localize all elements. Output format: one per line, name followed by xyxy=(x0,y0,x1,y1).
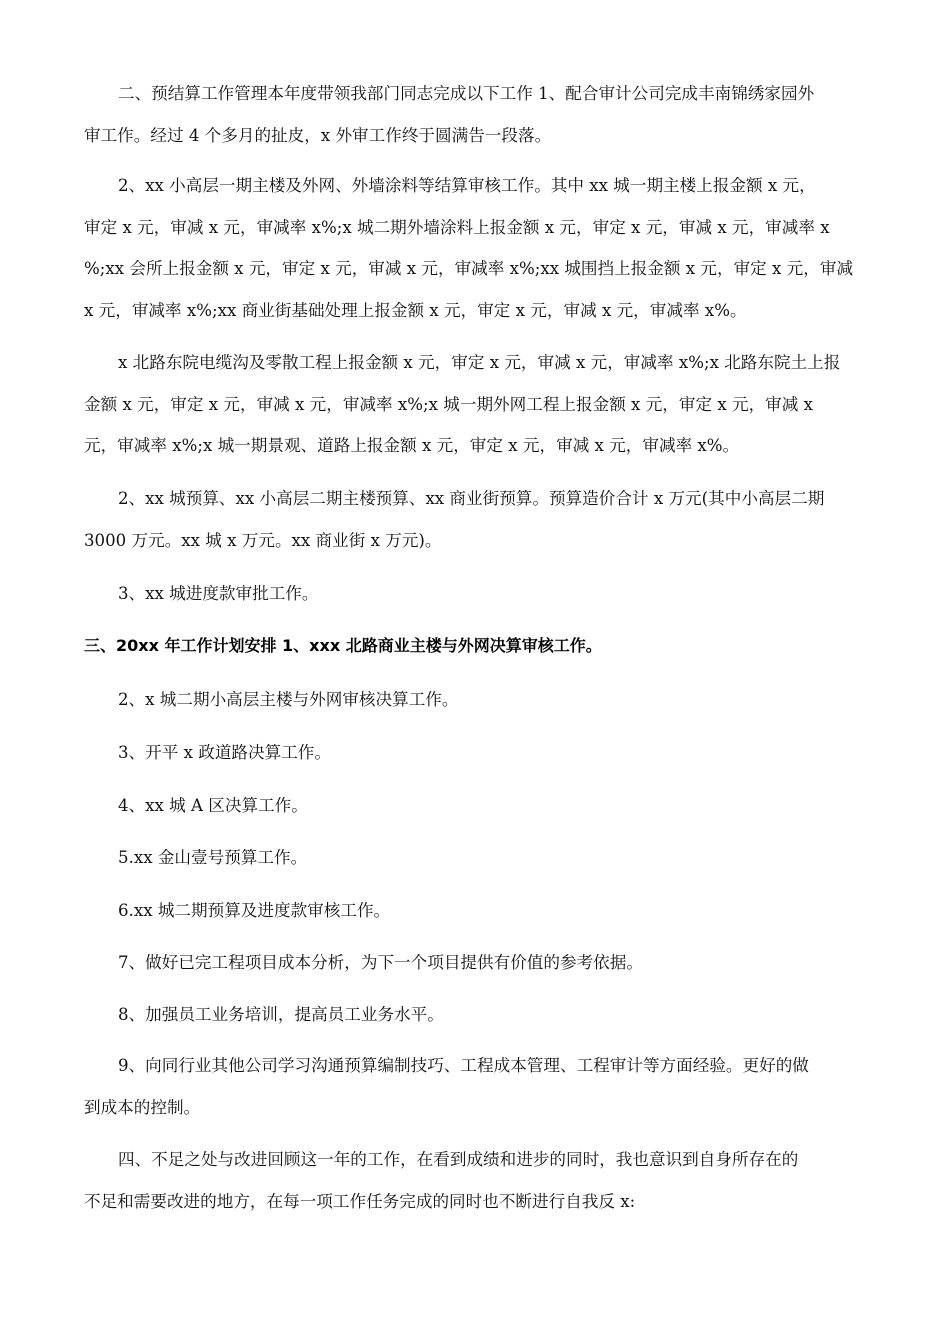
list-item: 7、做好已完工程项目成本分析，为下一个项目提供有价值的参考依据。 xyxy=(118,953,643,972)
list-item: 3、开平 x 政道路决算工作。 xyxy=(118,743,331,762)
paragraph-shortcomings xyxy=(84,1139,884,1222)
paragraph-learn-from-peers xyxy=(84,1045,884,1128)
text-line: 3000 万元。xx 城 x 万元。xx 商业街 x 万元)。 xyxy=(84,530,442,550)
text-line: 二、预结算工作管理本年度带领我部门同志完成以下工作 1、配合审计公司完成丰南锦绣家园外 xyxy=(118,84,815,103)
text-line: x 北路东院电缆沟及零散工程上报金额 x 元，审定 x 元，审减 x 元，审减率 x%;x 北路东院土上报 xyxy=(118,353,841,372)
list-item: 4、xx 城 A 区决算工作。 xyxy=(118,796,308,815)
list-item: 8、加强员工业务培训，提高员工业务水平。 xyxy=(118,1005,444,1024)
list-item: 6.xx 城二期预算及进度款审核工作。 xyxy=(118,901,391,920)
section-heading-work-plan: 三、20xx 年工作计划安排 1、xxx 北路商业主楼与外网决算审核工作。 xyxy=(84,636,602,655)
paragraph-progress-payment: 3、xx 城进度款审批工作。 xyxy=(118,584,319,603)
text-line: 不足和需要改进的地方，在每一项工作任务完成的同时也不断进行自我反 x: xyxy=(84,1191,636,1211)
text-line: 9、向同行业其他公司学习沟通预算编制技巧、工程成本管理、工程审计等方面经验。更好的做 xyxy=(118,1056,809,1075)
paragraph-settlement-audit xyxy=(84,165,884,331)
text-line: 2、xx 城预算、xx 小高层二期主楼预算、xx 商业街预算。预算造价合计 x 万元(其中小高层二期 xyxy=(118,489,825,508)
list-item: 5.xx 金山壹号预算工作。 xyxy=(118,848,308,867)
text-line: 四、不足之处与改进回顾这一年的工作，在看到成绩和进步的同时，我也意识到自身所存在的 xyxy=(118,1150,799,1169)
paragraph-budget xyxy=(84,478,884,561)
list-item: 2、x 城二期小高层主楼与外网审核决算工作。 xyxy=(118,690,459,709)
text-line: 2、xx 小高层一期主楼及外网、外墙涂料等结算审核工作。其中 xx 城一期主楼上报金额 x 元， xyxy=(118,176,816,195)
text-line: 金额 x 元，审定 x 元，审减 x 元，审减率 x%;x 城一期外网工程上报金额 x 元，审定 x 元，审减 x xyxy=(84,394,813,414)
text-line: 审工作。经过 4 个多月的扯皮，x 外审工作终于圆满告一段落。 xyxy=(84,125,552,145)
text-line: %;xx 会所上报金额 x 元，审定 x 元，审减 x 元，审减率 x%;xx 城围挡上报金额 x 元，审定 x 元，审减 xyxy=(84,259,854,278)
text-line: x 元，审减率 x%;xx 商业街基础处理上报金额 x 元，审定 x 元，审减 x 元，审减率 x%。 xyxy=(84,300,747,320)
text-line: 到成本的控制。 xyxy=(84,1097,201,1117)
paragraph-budget-settlement xyxy=(84,73,884,156)
paragraph-east-yard xyxy=(84,342,884,467)
text-line: 审定 x 元，审减 x 元，审减率 x%;x 城二期外墙涂料上报金额 x 元，审定 x 元，审减 x 元，审减率 x xyxy=(84,217,830,237)
text-line: 元，审减率 x%;x 城一期景观、道路上报金额 x 元，审定 x 元，审减 x 元，审减率 x%。 xyxy=(84,436,740,455)
